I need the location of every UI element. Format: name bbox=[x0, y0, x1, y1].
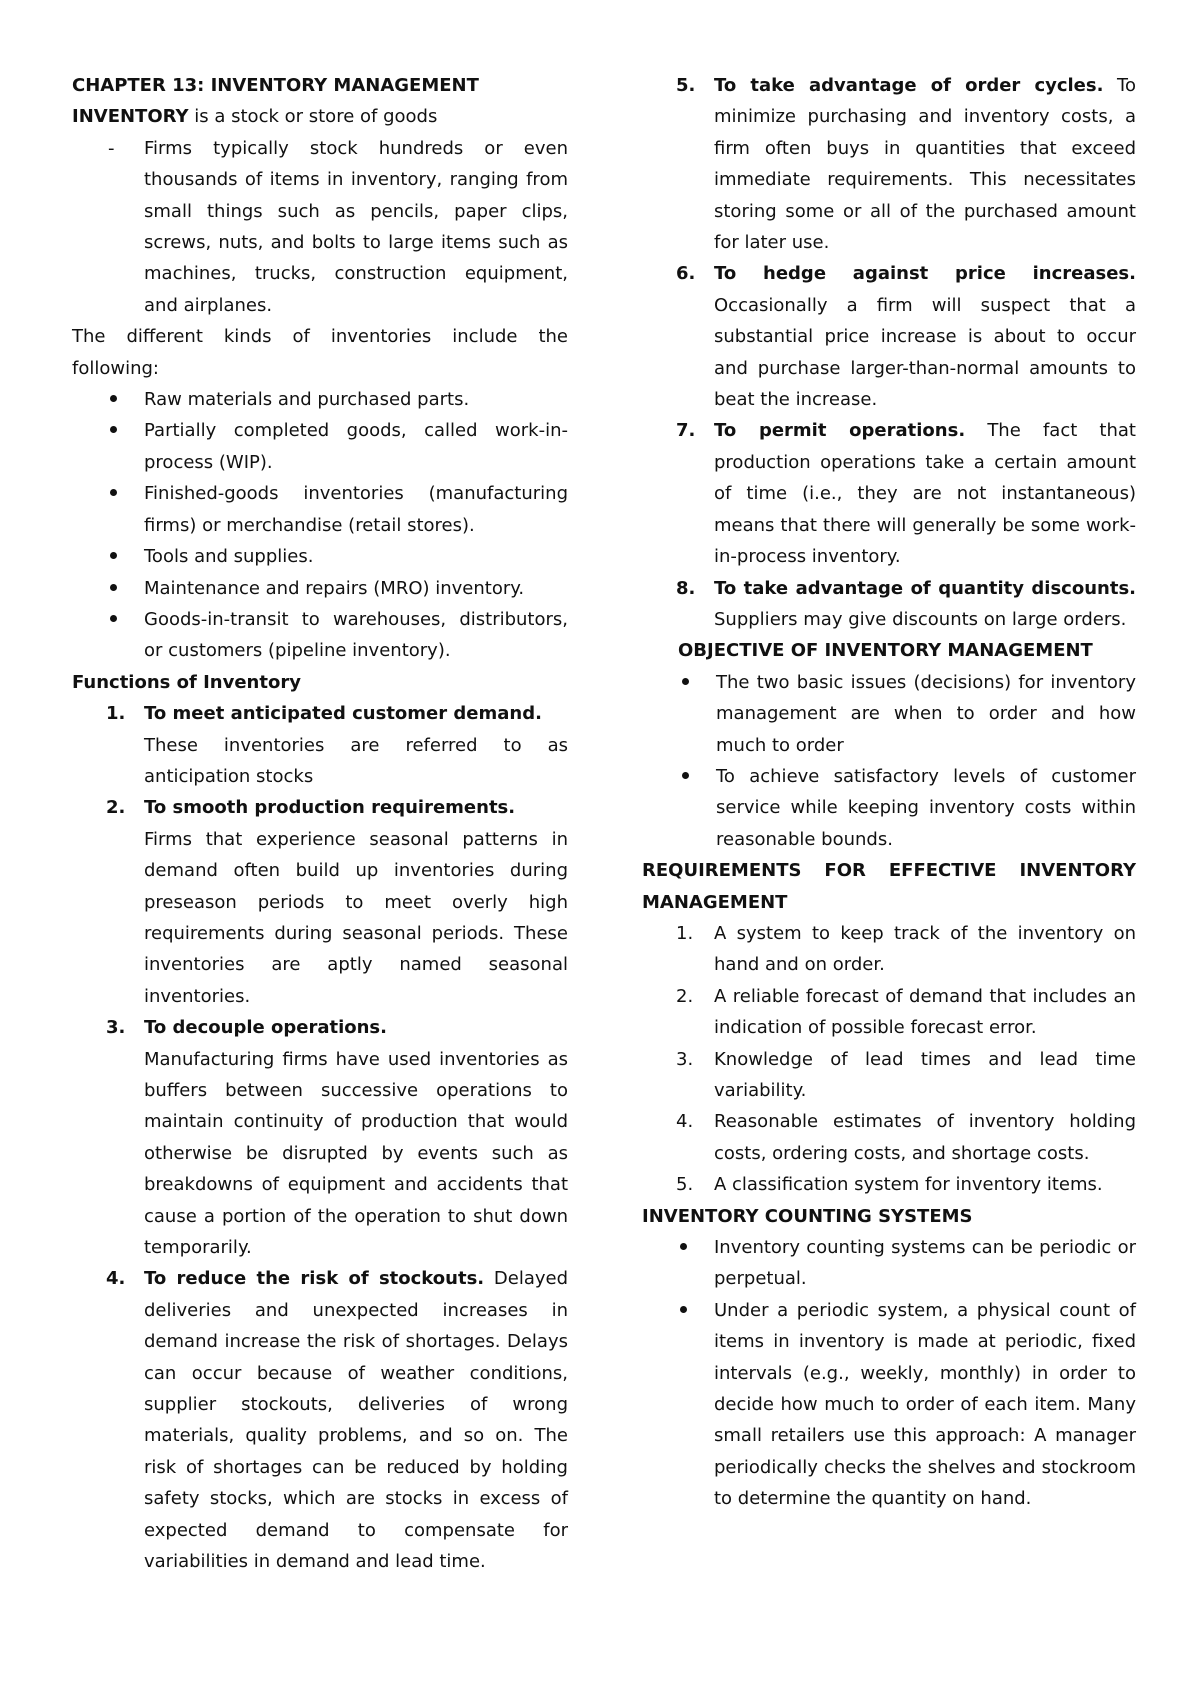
bullet-icon bbox=[110, 489, 117, 496]
function-paragraph bbox=[714, 573, 1136, 636]
function-text: Suppliers may give discounts on large orders. bbox=[714, 608, 1127, 630]
function-item bbox=[642, 258, 1136, 415]
function-title: To permit operations. bbox=[714, 420, 966, 442]
function-title: To take advantage of quantity discounts. bbox=[714, 577, 1136, 599]
right-column bbox=[642, 70, 1136, 1515]
requirement-item bbox=[642, 1106, 1136, 1169]
function-number: 5. bbox=[676, 75, 696, 96]
bullet-icon bbox=[680, 1306, 687, 1313]
bullet-icon bbox=[110, 552, 117, 559]
function-text: Manufacturing firms have used inventories as buffers between successive operations to maintain continuity of production that would otherwise be disrupted by events such as breakdowns of equipment and accidents that cause a portion of the operation to shut down temporarily. bbox=[144, 1048, 568, 1259]
kind-text: Partially completed goods, called work-in-process (WIP). bbox=[144, 420, 568, 473]
function-item bbox=[72, 1263, 568, 1577]
bullet-icon bbox=[110, 395, 117, 402]
requirement-text: Reasonable estimates of inventory holding costs, ordering costs, and shortage costs. bbox=[714, 1111, 1136, 1164]
function-text: Occasionally a firm will suspect that a substantial price increase is about to occur and purchase larger-than-normal amounts to beat the increase. bbox=[714, 294, 1136, 411]
objective-heading: OBJECTIVE OF INVENTORY MANAGEMENT bbox=[678, 640, 1093, 662]
requirements-heading: REQUIREMENTS FOR EFFECTIVE INVENTORY MANAGEMENT bbox=[642, 860, 1136, 913]
kind-item bbox=[72, 384, 568, 415]
objective-item bbox=[642, 761, 1136, 855]
left-column bbox=[72, 70, 568, 1578]
function-number: 6. bbox=[676, 263, 696, 285]
requirement-text: A reliable forecast of demand that includes an indication of possible forecast error. bbox=[714, 985, 1136, 1039]
bullet-icon bbox=[110, 615, 117, 622]
requirement-number: 2. bbox=[676, 985, 694, 1007]
requirement-text: Knowledge of lead times and lead time variability. bbox=[714, 1048, 1136, 1101]
kind-item bbox=[72, 478, 568, 541]
function-paragraph bbox=[714, 415, 1136, 572]
function-item bbox=[72, 698, 568, 792]
requirement-item bbox=[642, 981, 1136, 1044]
kind-item bbox=[72, 604, 568, 667]
counting-text: Under a periodic system, a physical count of items in inventory is made at periodic, fixed intervals (e.g., weekly, monthly) in order to decide how much to order of each item. Many small retailers use this approach: A manager periodically checks the shelves and stockroom to determine the quantity on hand. bbox=[714, 1299, 1136, 1510]
kind-text: Tools and supplies. bbox=[144, 546, 314, 568]
function-text: These inventories are referred to as anticipation stocks bbox=[144, 734, 568, 787]
function-number: 4. bbox=[106, 1268, 126, 1290]
requirement-text: A system to keep track of the inventory on hand and on order. bbox=[714, 922, 1136, 976]
counting-heading: INVENTORY COUNTING SYSTEMS bbox=[642, 1205, 973, 1227]
function-number: 8. bbox=[676, 577, 696, 599]
objective-text: To achieve satisfactory levels of customer service while keeping inventory costs within reasonable bounds. bbox=[716, 765, 1136, 850]
function-number: 2. bbox=[106, 797, 126, 819]
function-paragraph bbox=[714, 70, 1136, 258]
function-text: Delayed deliveries and unexpected increases in demand increase the risk of shortages. Delays can occur because of weather conditions, supplier stockouts, deliveries of wrong materials, quality problems, and so on. The risk of shortages can be reduced by holding safety stocks, which are stocks in excess of expected demand to compensate for variabilities in demand and lead time. bbox=[144, 1268, 569, 1573]
kind-item bbox=[72, 573, 568, 604]
counting-item bbox=[642, 1232, 1136, 1295]
requirement-number: 4. bbox=[676, 1111, 694, 1133]
dash-item-text: Firms typically stock hundreds or even thousands of items in inventory, ranging from small things such as pencils, paper clips, screws, nuts, and bolts to large items such as machines, trucks, construction equipment, and airplanes. bbox=[144, 137, 568, 316]
function-title: To meet anticipated customer demand. bbox=[144, 703, 542, 725]
bullet-icon bbox=[682, 678, 689, 685]
functions-heading: Functions of Inventory bbox=[72, 671, 301, 693]
inventory-term: INVENTORY bbox=[72, 106, 189, 128]
function-text: Firms that experience seasonal patterns in demand often build up inventories during preseason periods to meet overly high requirements during seasonal periods. These inventories are aptly named seasonal inventories. bbox=[144, 828, 568, 1007]
bullet-icon bbox=[680, 1243, 687, 1250]
inventory-definition-text: is a stock or store of goods bbox=[188, 106, 438, 128]
chapter-title: CHAPTER 13: INVENTORY MANAGEMENT bbox=[72, 75, 479, 96]
bullet-icon bbox=[110, 584, 117, 591]
inventory-definition bbox=[72, 101, 568, 132]
function-text: The fact that production operations take a certain amount of time (i.e., they are not instantaneous) means that there will generally be some work-in-process inventory. bbox=[714, 420, 1136, 568]
requirement-number: 1. bbox=[676, 922, 694, 944]
requirement-text: A classification system for inventory items. bbox=[714, 1174, 1103, 1196]
function-title: To decouple operations. bbox=[144, 1017, 387, 1039]
function-paragraph bbox=[714, 258, 1136, 415]
kind-text: Raw materials and purchased parts. bbox=[144, 389, 470, 411]
function-title: To hedge against price increases. bbox=[714, 263, 1136, 285]
kind-text: Finished-goods inventories (manufacturing firms) or merchandise (retail stores). bbox=[144, 483, 568, 536]
function-number: 7. bbox=[676, 420, 696, 442]
bullet-icon bbox=[682, 772, 689, 779]
function-paragraph bbox=[144, 1263, 568, 1577]
function-title: To reduce the risk of stockouts. bbox=[144, 1268, 485, 1290]
function-title: To take advantage of order cycles. bbox=[714, 75, 1104, 96]
kind-item bbox=[72, 541, 568, 572]
requirement-item bbox=[642, 1044, 1136, 1107]
requirement-item bbox=[642, 918, 1136, 981]
objective-item bbox=[642, 667, 1136, 761]
function-item bbox=[72, 792, 568, 1012]
kind-text: Maintenance and repairs (MRO) inventory. bbox=[144, 577, 525, 599]
dash-item bbox=[72, 133, 568, 321]
counting-text: Inventory counting systems can be periodic or perpetual. bbox=[714, 1237, 1136, 1290]
requirement-item bbox=[642, 1169, 1136, 1200]
function-number: 1. bbox=[106, 703, 126, 725]
function-item bbox=[72, 1012, 568, 1263]
kind-text: Goods-in-transit to warehouses, distributors, or customers (pipeline inventory). bbox=[144, 608, 568, 662]
function-text: To minimize purchasing and inventory costs, a firm often buys in quantities that exceed immediate requirements. This necessitates storing some or all of the purchased amount for later use. bbox=[714, 75, 1137, 254]
function-item bbox=[642, 415, 1136, 572]
function-title: To smooth production requirements. bbox=[144, 797, 516, 819]
kinds-intro: The different kinds of inventories include the following: bbox=[72, 326, 568, 379]
requirement-number: 3. bbox=[676, 1048, 694, 1070]
function-item bbox=[642, 573, 1136, 636]
dash-marker: - bbox=[108, 137, 115, 159]
kind-item bbox=[72, 415, 568, 478]
counting-item bbox=[642, 1295, 1136, 1515]
requirement-number: 5. bbox=[676, 1174, 694, 1196]
objective-text: The two basic issues (decisions) for inventory management are when to order and how much to order bbox=[716, 671, 1136, 756]
function-item bbox=[642, 70, 1136, 258]
function-number: 3. bbox=[106, 1017, 126, 1039]
bullet-icon bbox=[110, 426, 117, 433]
